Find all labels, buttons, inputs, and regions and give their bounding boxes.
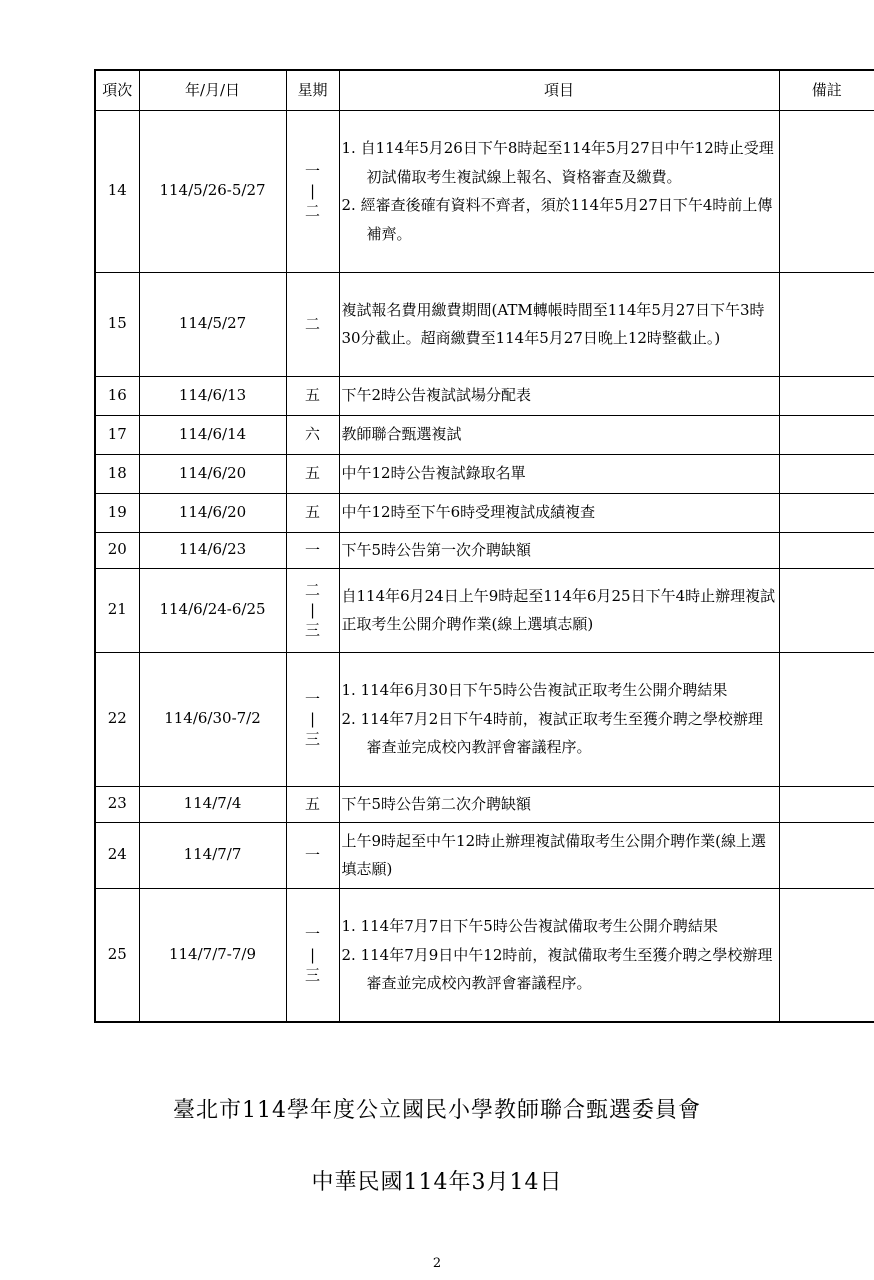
row-weekday (286, 376, 339, 415)
row-item (339, 454, 779, 493)
weekday-stack (287, 689, 339, 750)
page-number: 2 (432, 1256, 442, 1271)
row-number: 22 (95, 652, 139, 786)
list-item: 1. 自114年5月26日下午8時起至114年5月27日中午12時止受理初試備取考生複試線上報名、資格審查及繳費。 (341, 139, 774, 186)
row-note (779, 454, 874, 493)
row-weekday (286, 652, 339, 786)
row-item (339, 786, 779, 822)
item-text: 下午5時公告第二次介聘缺額 (341, 794, 532, 813)
schedule-table (94, 69, 874, 1023)
table-row (95, 376, 874, 415)
weekday-stack (287, 845, 339, 865)
row-number: 25 (95, 888, 139, 1022)
row-weekday (286, 415, 339, 454)
row-date: 114/7/7 (139, 822, 286, 888)
row-date: 114/5/27 (139, 272, 286, 376)
item-text: 下午2時公告複試試場分配表 (341, 386, 532, 405)
weekday-char: | (309, 181, 316, 200)
row-number: 17 (95, 415, 139, 454)
row-date: 114/7/4 (139, 786, 286, 822)
row-weekday (286, 888, 339, 1022)
weekday-char: 三 (304, 621, 320, 640)
row-item (339, 532, 779, 568)
row-note (779, 888, 874, 1022)
issue-date: 中華民國114年3月14日 (311, 1170, 563, 1195)
row-date: 114/5/26-5/27 (139, 110, 286, 272)
row-date: 114/7/7-7/9 (139, 888, 286, 1022)
weekday-char: 五 (304, 503, 320, 522)
row-number: 15 (95, 272, 139, 376)
weekday-char: 六 (304, 425, 320, 444)
row-date: 114/6/13 (139, 376, 286, 415)
table-body (95, 110, 874, 1022)
weekday-char: 一 (304, 845, 320, 864)
list-item: 1. 114年7月7日下午5時公告複試備取考生公開介聘結果 (341, 917, 718, 935)
row-item (339, 272, 779, 376)
header-note: 備註 (779, 70, 874, 110)
weekday-stack (287, 314, 339, 334)
row-note (779, 652, 874, 786)
row-item (339, 415, 779, 454)
row-number: 16 (95, 376, 139, 415)
row-weekday (286, 454, 339, 493)
table-row (95, 822, 874, 888)
list-item: 2. 經審查後確有資料不齊者，須於114年5月27日下午4時前上傳補齊。 (341, 196, 773, 243)
weekday-char: 二 (304, 580, 320, 599)
row-date: 114/6/20 (139, 493, 286, 532)
row-number: 19 (95, 493, 139, 532)
row-number: 21 (95, 568, 139, 652)
weekday-stack (287, 540, 339, 560)
weekday-char: 一 (304, 161, 320, 180)
row-item (339, 888, 779, 1022)
table-header-row (95, 70, 874, 110)
table-row (95, 652, 874, 786)
weekday-stack (287, 580, 339, 641)
weekday-char: 一 (304, 540, 320, 559)
weekday-stack (287, 794, 339, 814)
row-number: 20 (95, 532, 139, 568)
header-weekday: 星期 (286, 70, 339, 110)
row-note (779, 415, 874, 454)
weekday-char: 五 (304, 464, 320, 483)
row-number: 24 (95, 822, 139, 888)
row-date: 114/6/23 (139, 532, 286, 568)
weekday-char: 三 (304, 730, 320, 749)
item-text: 中午12時公告複試錄取名單 (341, 464, 526, 483)
weekday-stack (287, 924, 339, 985)
row-note (779, 822, 874, 888)
row-weekday (286, 272, 339, 376)
item-text: 中午12時至下午6時受理複試成績複查 (341, 503, 596, 522)
row-item (339, 493, 779, 532)
item-text: 自114年6月24日上午9時起至114年6月25日下午4時止辦理複試正取考生公開介聘作業(線上選填志願) (341, 586, 776, 633)
row-note (779, 272, 874, 376)
weekday-char: | (309, 600, 316, 619)
table-row (95, 786, 874, 822)
header-num: 項次 (95, 70, 139, 110)
organization-name: 臺北市114學年度公立國民小學教師聯合甄選委員會 (173, 1098, 701, 1123)
weekday-stack (287, 463, 339, 483)
row-weekday (286, 786, 339, 822)
item-text: 上午9時起至中午12時止辦理複試備取考生公開介聘作業(線上選填志願) (341, 831, 766, 878)
row-item (339, 568, 779, 652)
weekday-char: | (309, 945, 316, 964)
row-note (779, 110, 874, 272)
row-item (339, 822, 779, 888)
item-text: 複試報名費用繳費期間(ATM轉帳時間至114年5月27日下午3時30分截止。超商繳費至114年5月27日晚上12時整截止。) (341, 300, 765, 347)
table-row (95, 532, 874, 568)
table-row (95, 454, 874, 493)
row-date: 114/6/30-7/2 (139, 652, 286, 786)
weekday-char: 五 (304, 386, 320, 405)
row-date: 114/6/20 (139, 454, 286, 493)
weekday-char: 二 (304, 314, 320, 333)
weekday-stack (287, 385, 339, 405)
table-row (95, 493, 874, 532)
row-item (339, 110, 779, 272)
list-item: 2. 114年7月9日中午12時前，複試備取考生至獲介聘之學校辦理審查並完成校內教評會審議程序。 (341, 945, 773, 992)
row-note (779, 532, 874, 568)
row-note (779, 786, 874, 822)
row-note (779, 568, 874, 652)
row-item (339, 652, 779, 786)
item-text: 下午5時公告第一次介聘缺額 (341, 540, 532, 559)
row-weekday (286, 110, 339, 272)
weekday-stack (287, 161, 339, 222)
row-note (779, 376, 874, 415)
weekday-char: 二 (304, 202, 320, 221)
row-item (339, 376, 779, 415)
table-row (95, 415, 874, 454)
table-row (95, 888, 874, 1022)
weekday-stack (287, 502, 339, 522)
item-text: 教師聯合甄選複試 (341, 425, 462, 444)
row-weekday (286, 532, 339, 568)
table-row (95, 110, 874, 272)
row-date: 114/6/14 (139, 415, 286, 454)
header-item: 項目 (339, 70, 779, 110)
header-date: 年/月/日 (139, 70, 286, 110)
weekday-char: 一 (304, 689, 320, 708)
item-list (342, 912, 777, 998)
weekday-char: 三 (304, 965, 320, 984)
row-number: 18 (95, 454, 139, 493)
table-row (95, 272, 874, 376)
list-item: 1. 114年6月30日下午5時公告複試正取考生公開介聘結果 (341, 681, 728, 700)
row-date: 114/6/24-6/25 (139, 568, 286, 652)
weekday-char: 一 (304, 925, 320, 944)
table-row (95, 568, 874, 652)
row-note (779, 493, 874, 532)
row-weekday (286, 493, 339, 532)
row-number: 14 (95, 110, 139, 272)
row-weekday (286, 568, 339, 652)
weekday-char: | (309, 709, 316, 728)
weekday-stack (287, 424, 339, 444)
item-list (342, 134, 777, 248)
list-item: 2. 114年7月2日下午4時前，複試正取考生至獲介聘之學校辦理審查並完成校內教評會審議程序。 (341, 709, 763, 757)
row-weekday (286, 822, 339, 888)
item-list (342, 676, 777, 762)
weekday-char: 五 (304, 794, 320, 813)
row-number: 23 (95, 786, 139, 822)
